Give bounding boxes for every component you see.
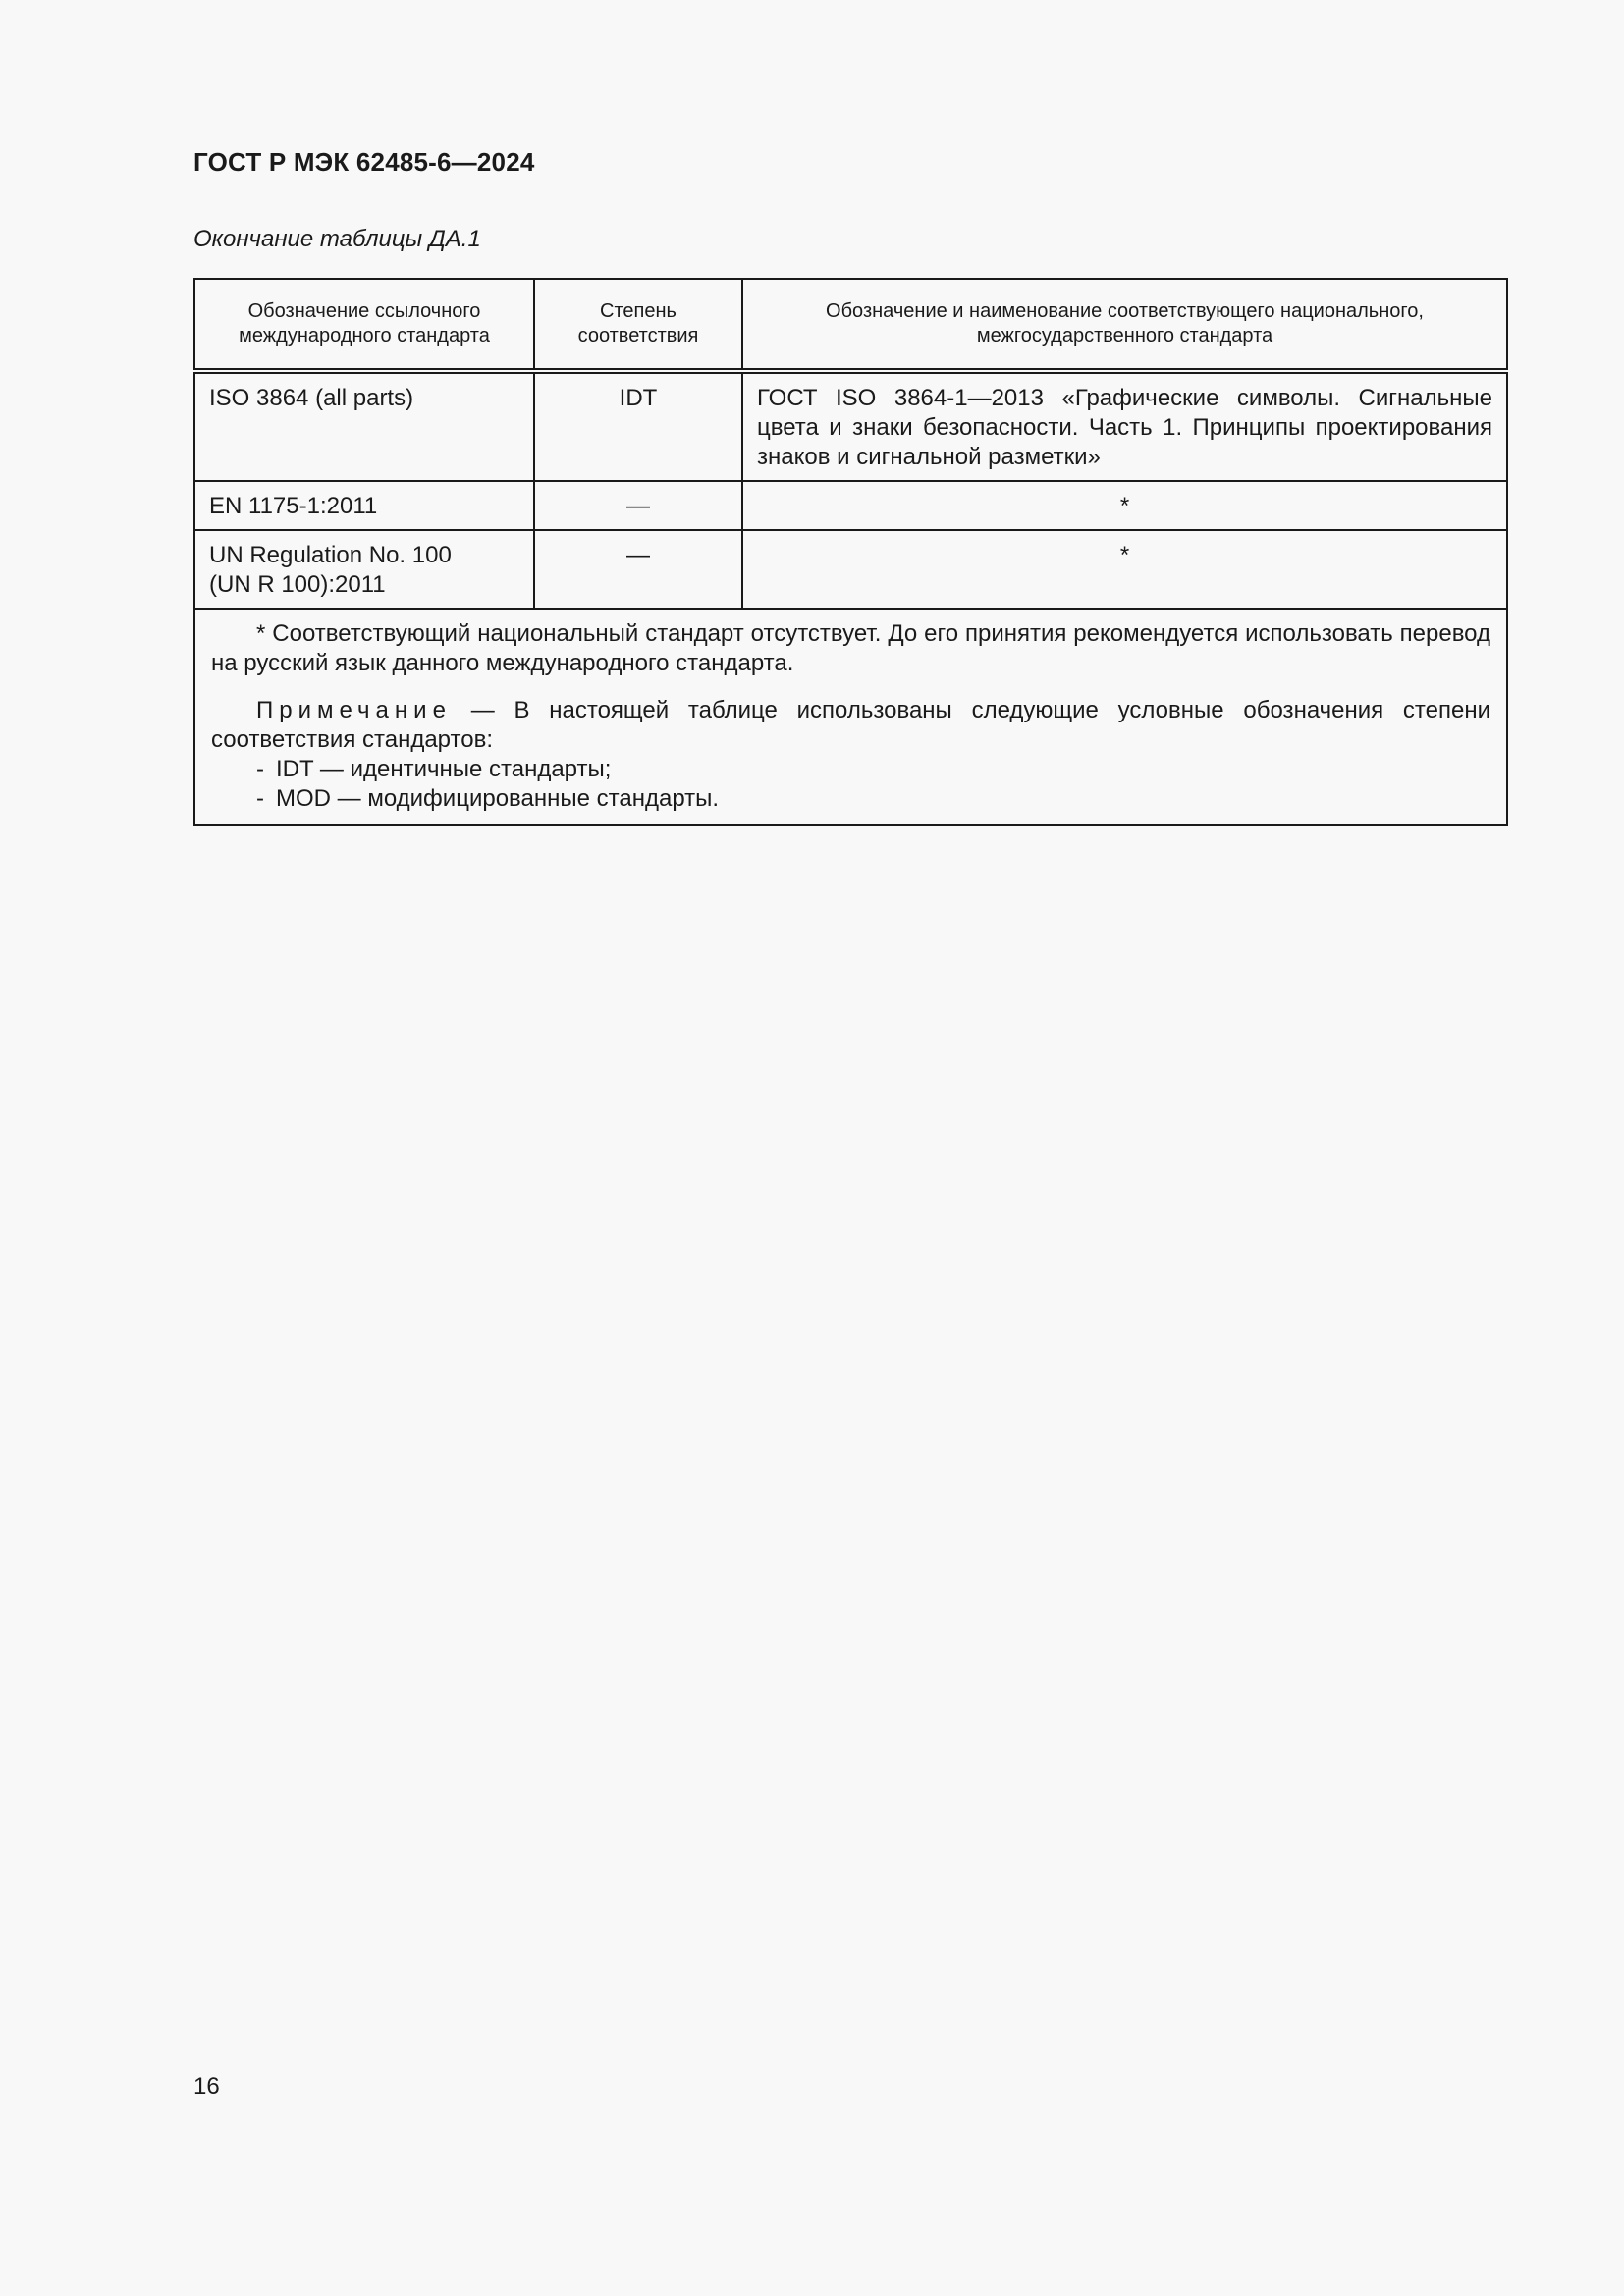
table-caption: Окончание таблицы ДА.1 (193, 226, 481, 252)
reference-standards-table (193, 278, 1508, 826)
cell-degree: — (534, 530, 742, 609)
note-list-item (256, 784, 1490, 814)
note-item-text: MOD — модифицированные стандарты. (276, 785, 720, 812)
note-text: — В настоящей таблице использованы следующие условные обозначения степени соответствия стандартов: (211, 697, 1490, 753)
cell-degree: IDT (534, 371, 742, 481)
note-list (211, 755, 1490, 814)
cell-reference-standard (194, 371, 534, 481)
reference-standard-line: ISO 3864 (all parts) (209, 385, 414, 411)
cell-national-standard: * (742, 481, 1507, 530)
reference-standard-line: UN Regulation No. 100 (209, 542, 452, 568)
page-number: 16 (193, 2073, 220, 2100)
table-row (194, 371, 1507, 481)
footnote-cell (194, 609, 1507, 825)
cell-national-standard: * (742, 530, 1507, 609)
footnote-text: * Соответствующий национальный стандарт отсутствует. До его принятия рекомендуется использовать перевод на русский язык данного международного стандарта. (211, 620, 1490, 676)
note-paragraph (211, 696, 1490, 755)
table-footnote-row (194, 609, 1507, 825)
cell-reference-standard (194, 530, 534, 609)
cell-degree: — (534, 481, 742, 530)
column-header-national-standard: Обозначение и наименование соответствующего национального, межгосударственного стандарта (742, 279, 1507, 371)
note-list-item (256, 755, 1490, 784)
column-header-degree: Степень соответствия (534, 279, 742, 371)
reference-standard-line: (UN R 100):2011 (209, 571, 386, 598)
note-label: Примечание (256, 697, 452, 723)
table-header-row (194, 279, 1507, 371)
column-header-reference-standard: Обозначение ссылочного международного стандарта (194, 279, 534, 371)
list-marker: - (256, 785, 264, 812)
table-row (194, 481, 1507, 530)
cell-national-standard: ГОСТ ISO 3864-1—2013 «Графические символы. Сигнальные цвета и знаки безопасности. Часть 1. Принципы проектирования знаков и сигнальной разметки» (742, 371, 1507, 481)
document-title: ГОСТ Р МЭК 62485-6—2024 (193, 147, 535, 177)
cell-reference-standard (194, 481, 534, 530)
reference-table-container (193, 278, 1508, 826)
reference-standard-line: EN 1175-1:2011 (209, 493, 378, 519)
note-item-text: IDT — идентичные стандарты; (276, 756, 612, 782)
table-row (194, 530, 1507, 609)
list-marker: - (256, 756, 264, 782)
